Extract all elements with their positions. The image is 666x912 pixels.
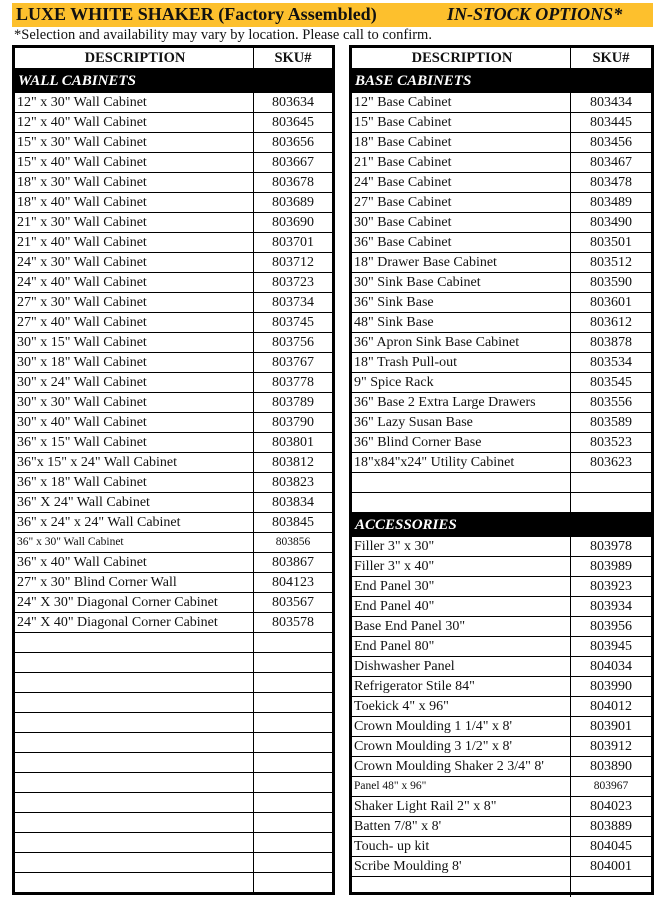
table-row <box>15 233 332 253</box>
item-description: 12" x 40" Wall Cabinet <box>15 113 254 132</box>
item-sku: 803523 <box>590 435 632 450</box>
empty-row <box>15 753 332 773</box>
item-sku: 803967 <box>593 780 629 792</box>
item-sku: 803845 <box>272 515 314 530</box>
column-header-row <box>15 48 332 69</box>
item-description: 21" x 30" Wall Cabinet <box>15 213 254 232</box>
item-sku: 803601 <box>590 295 632 310</box>
item-description: 36" Base 2 Extra Large Drawers <box>352 393 571 412</box>
empty-sku-cell <box>254 793 332 812</box>
empty-sku-cell <box>254 633 332 652</box>
column-header-description: DESCRIPTION <box>15 48 254 68</box>
item-sku: 803801 <box>272 435 314 450</box>
empty-row <box>15 813 332 833</box>
table-row <box>15 153 332 173</box>
empty-sku-cell <box>254 753 332 772</box>
empty-row <box>15 833 332 853</box>
table-row <box>352 677 651 697</box>
item-description: Batten 7/8" x 8' <box>352 817 571 836</box>
item-sku: 803934 <box>590 599 632 614</box>
table-row <box>352 393 651 413</box>
table-row <box>15 113 332 133</box>
table-row <box>15 373 332 393</box>
item-description: Toekick 4" x 96" <box>352 697 571 716</box>
table-row <box>15 273 332 293</box>
table-row <box>352 193 651 213</box>
item-description: 24" X 30" Diagonal Corner Cabinet <box>15 593 254 612</box>
item-sku: 803989 <box>590 559 632 574</box>
item-description: 36" x 15" Wall Cabinet <box>15 433 254 452</box>
table-row <box>352 173 651 193</box>
item-description: 9" Spice Rack <box>352 373 571 392</box>
item-description: 18" x 30" Wall Cabinet <box>15 173 254 192</box>
empty-description-cell <box>15 653 254 672</box>
table-row <box>15 533 332 553</box>
table-row <box>352 313 651 333</box>
item-sku: 803734 <box>272 295 314 310</box>
item-sku: 803945 <box>590 639 632 654</box>
empty-description-cell <box>15 733 254 752</box>
item-sku: 803690 <box>272 215 314 230</box>
empty-row <box>15 633 332 653</box>
item-description: 36" Blind Corner Base <box>352 433 571 452</box>
empty-sku-cell <box>254 813 332 832</box>
item-description: 36" Lazy Susan Base <box>352 413 571 432</box>
item-sku: 803467 <box>590 155 632 170</box>
empty-description-cell <box>15 633 254 652</box>
table-row <box>352 133 651 153</box>
item-description: 30" x 15" Wall Cabinet <box>15 333 254 352</box>
item-description: 30" Sink Base Cabinet <box>352 273 571 292</box>
availability-note: *Selection and availability may vary by location. Please call to confirm. <box>14 27 432 43</box>
table-row <box>15 453 332 473</box>
item-sku: 803834 <box>272 495 314 510</box>
empty-row <box>15 673 332 693</box>
item-sku: 803867 <box>272 555 314 570</box>
table-row <box>15 573 332 593</box>
item-description: Touch- up kit <box>352 837 571 856</box>
table-row <box>352 797 651 817</box>
item-description: 36" x 30" Wall Cabinet <box>15 533 254 552</box>
item-sku: 803667 <box>272 155 314 170</box>
item-description: Scribe Moulding 8' <box>352 857 571 876</box>
item-sku: 803778 <box>272 375 314 390</box>
table-row <box>15 433 332 453</box>
item-sku: 803512 <box>590 255 632 270</box>
empty-row <box>15 693 332 713</box>
table-row <box>352 453 651 473</box>
table-row <box>15 413 332 433</box>
item-description: 27" Base Cabinet <box>352 193 571 212</box>
empty-row <box>15 793 332 813</box>
item-sku: 803490 <box>590 215 632 230</box>
item-description: 36" x 40" Wall Cabinet <box>15 553 254 572</box>
item-description: 24" x 30" Wall Cabinet <box>15 253 254 272</box>
table-row <box>352 717 651 737</box>
item-sku: 803790 <box>272 415 314 430</box>
title-bar <box>12 3 653 27</box>
item-description: Crown Moulding Shaker 2 3/4" 8' <box>352 757 571 776</box>
empty-description-cell <box>15 693 254 712</box>
item-description: 18" Trash Pull-out <box>352 353 571 372</box>
item-description: 24" x 40" Wall Cabinet <box>15 273 254 292</box>
item-sku: 803923 <box>590 579 632 594</box>
table-row <box>352 757 651 777</box>
item-sku: 804034 <box>590 659 632 674</box>
item-sku: 803678 <box>272 175 314 190</box>
table-row <box>15 333 332 353</box>
empty-row <box>15 873 332 893</box>
table-row <box>352 93 651 113</box>
table-row <box>352 837 651 857</box>
empty-row <box>15 853 332 873</box>
item-description: 30" x 24" Wall Cabinet <box>15 373 254 392</box>
empty-sku-cell <box>254 713 332 732</box>
item-sku: 804023 <box>590 799 632 814</box>
item-description: 24" X 40" Diagonal Corner Cabinet <box>15 613 254 632</box>
item-sku: 803645 <box>272 115 314 130</box>
item-description: 12" Base Cabinet <box>352 93 571 112</box>
table-row <box>15 213 332 233</box>
table-row <box>352 333 651 353</box>
empty-row <box>15 713 332 733</box>
table-row <box>352 737 651 757</box>
item-description: Filler 3" x 30" <box>352 537 571 556</box>
table-row <box>352 153 651 173</box>
item-description: 21" Base Cabinet <box>352 153 571 172</box>
item-sku: 803723 <box>272 275 314 290</box>
item-sku: 803990 <box>590 679 632 694</box>
item-description: 18"x84"x24" Utility Cabinet <box>352 453 571 472</box>
item-description: 24" Base Cabinet <box>352 173 571 192</box>
column-header-row <box>352 48 651 69</box>
table-row <box>15 353 332 373</box>
empty-description-cell <box>352 877 571 897</box>
item-sku: 803978 <box>590 539 632 554</box>
empty-description-cell <box>15 773 254 792</box>
table-row <box>352 857 651 877</box>
column-header-description: DESCRIPTION <box>352 48 571 68</box>
table-row <box>15 313 332 333</box>
item-description: 36"x 15" x 24" Wall Cabinet <box>15 453 254 472</box>
item-description: 36" Base Cabinet <box>352 233 571 252</box>
item-sku: 803623 <box>590 455 632 470</box>
page-title: LUXE WHITE SHAKER (Factory Assembled) <box>16 4 377 24</box>
table-row <box>352 637 651 657</box>
item-description: Panel 48" x 96" <box>352 777 571 796</box>
item-sku: 803556 <box>590 395 632 410</box>
item-description: 30" x 40" Wall Cabinet <box>15 413 254 432</box>
item-sku: 803856 <box>275 536 311 548</box>
item-sku: 803578 <box>272 615 314 630</box>
item-description: Dishwasher Panel <box>352 657 571 676</box>
item-sku: 803823 <box>272 475 314 490</box>
item-sku: 803478 <box>590 175 632 190</box>
item-sku: 803656 <box>272 135 314 150</box>
item-description: 30" x 30" Wall Cabinet <box>15 393 254 412</box>
table-row <box>352 537 651 557</box>
table-row <box>15 473 332 493</box>
item-description: 27" x 40" Wall Cabinet <box>15 313 254 332</box>
item-description: 27" x 30" Wall Cabinet <box>15 293 254 312</box>
empty-description-cell <box>15 813 254 832</box>
table-row <box>352 617 651 637</box>
item-description: 21" x 40" Wall Cabinet <box>15 233 254 252</box>
item-description: Shaker Light Rail 2" x 8" <box>352 797 571 816</box>
item-sku: 803912 <box>590 739 632 754</box>
empty-row <box>352 473 651 493</box>
empty-row <box>15 773 332 793</box>
item-sku: 803745 <box>272 315 314 330</box>
empty-sku-cell <box>571 473 651 492</box>
page-subtitle: IN-STOCK OPTIONS* <box>447 4 623 24</box>
item-sku: 803767 <box>272 355 314 370</box>
item-description: 36" x 24" x 24" Wall Cabinet <box>15 513 254 532</box>
empty-sku-cell <box>254 653 332 672</box>
item-sku: 803901 <box>590 719 632 734</box>
item-sku: 803789 <box>272 395 314 410</box>
empty-sku-cell <box>571 493 651 512</box>
empty-row <box>15 653 332 673</box>
table-row <box>352 353 651 373</box>
item-description: 36" Apron Sink Base Cabinet <box>352 333 571 352</box>
empty-description-cell <box>15 873 254 893</box>
table-row <box>15 493 332 513</box>
item-description: 18" Drawer Base Cabinet <box>352 253 571 272</box>
table-row <box>352 293 651 313</box>
item-description: 27" x 30" Blind Corner Wall <box>15 573 254 592</box>
item-sku: 804001 <box>590 859 632 874</box>
base-and-accessories-table <box>349 45 654 895</box>
item-description: End Panel 30" <box>352 577 571 596</box>
item-sku: 803590 <box>590 275 632 290</box>
empty-sku-cell <box>571 877 651 897</box>
empty-row <box>352 877 651 897</box>
item-description: 36" Sink Base <box>352 293 571 312</box>
item-sku: 803489 <box>590 195 632 210</box>
table-row <box>15 173 332 193</box>
item-description: Refrigerator Stile 84" <box>352 677 571 696</box>
table-row <box>352 577 651 597</box>
empty-description-cell <box>15 753 254 772</box>
item-sku: 803612 <box>590 315 632 330</box>
table-row <box>352 413 651 433</box>
table-row <box>15 93 332 113</box>
item-description: Base End Panel 30" <box>352 617 571 636</box>
empty-description-cell <box>15 713 254 732</box>
item-description: 18" Base Cabinet <box>352 133 571 152</box>
table-row <box>15 193 332 213</box>
item-sku: 803501 <box>590 235 632 250</box>
item-sku: 803701 <box>272 235 314 250</box>
item-description: 48" Sink Base <box>352 313 571 332</box>
empty-description-cell <box>15 853 254 872</box>
item-description: 15" x 40" Wall Cabinet <box>15 153 254 172</box>
table-row <box>15 513 332 533</box>
section-accessories <box>352 513 651 537</box>
item-sku: 803434 <box>590 95 632 110</box>
empty-row <box>352 493 651 513</box>
item-description: 30" x 18" Wall Cabinet <box>15 353 254 372</box>
empty-sku-cell <box>254 853 332 872</box>
item-sku: 803545 <box>590 375 632 390</box>
column-header-sku: SKU# <box>274 50 312 66</box>
table-row <box>352 233 651 253</box>
item-description: 36" x 18" Wall Cabinet <box>15 473 254 492</box>
item-sku: 803756 <box>272 335 314 350</box>
item-sku: 803890 <box>590 759 632 774</box>
item-sku: 803689 <box>272 195 314 210</box>
table-row <box>352 373 651 393</box>
table-row <box>352 597 651 617</box>
item-sku: 804012 <box>590 699 632 714</box>
item-sku: 803567 <box>272 595 314 610</box>
item-sku: 803712 <box>272 255 314 270</box>
item-sku: 803878 <box>590 335 632 350</box>
item-description: 12" x 30" Wall Cabinet <box>15 93 254 112</box>
section-wall-cabinets <box>15 69 332 93</box>
item-description: 30" Base Cabinet <box>352 213 571 232</box>
section-title: BASE CABINETS <box>355 73 472 89</box>
table-row <box>15 613 332 633</box>
table-row <box>352 557 651 577</box>
item-description: End Panel 40" <box>352 597 571 616</box>
table-row <box>352 657 651 677</box>
item-description: 36" X 24" Wall Cabinet <box>15 493 254 512</box>
empty-description-cell <box>352 493 571 512</box>
table-row <box>15 133 332 153</box>
empty-sku-cell <box>254 673 332 692</box>
item-sku: 803956 <box>590 619 632 634</box>
column-header-sku: SKU# <box>592 50 630 66</box>
empty-description-cell <box>15 673 254 692</box>
empty-description-cell <box>15 793 254 812</box>
item-sku: 803812 <box>272 455 314 470</box>
empty-description-cell <box>352 473 571 492</box>
table-row <box>352 273 651 293</box>
table-row <box>352 253 651 273</box>
item-description: Crown Moulding 1 1/4" x 8' <box>352 717 571 736</box>
item-sku: 803534 <box>590 355 632 370</box>
table-row <box>15 253 332 273</box>
item-sku: 803445 <box>590 115 632 130</box>
table-row <box>15 293 332 313</box>
item-description: 18" x 40" Wall Cabinet <box>15 193 254 212</box>
wall-cabinets-table <box>12 45 335 895</box>
item-sku: 803889 <box>590 819 632 834</box>
table-row <box>15 553 332 573</box>
item-description: Crown Moulding 3 1/2" x 8' <box>352 737 571 756</box>
table-row <box>352 213 651 233</box>
empty-sku-cell <box>254 833 332 852</box>
section-title: WALL CABINETS <box>18 73 136 89</box>
item-sku: 803456 <box>590 135 632 150</box>
section-base-cabinets <box>352 69 651 93</box>
empty-row <box>15 733 332 753</box>
item-description: End Panel 80" <box>352 637 571 656</box>
item-description: 15" Base Cabinet <box>352 113 571 132</box>
empty-sku-cell <box>254 773 332 792</box>
empty-sku-cell <box>254 733 332 752</box>
table-row <box>352 433 651 453</box>
section-title: ACCESSORIES <box>355 517 457 533</box>
item-sku: 804045 <box>590 839 632 854</box>
table-row <box>352 113 651 133</box>
item-description: 15" x 30" Wall Cabinet <box>15 133 254 152</box>
item-description: Filler 3" x 40" <box>352 557 571 576</box>
table-row <box>15 593 332 613</box>
table-row <box>352 697 651 717</box>
empty-description-cell <box>15 833 254 852</box>
item-sku: 804123 <box>272 575 314 590</box>
empty-sku-cell <box>254 873 332 893</box>
table-row <box>352 817 651 837</box>
item-sku: 803589 <box>590 415 632 430</box>
table-row <box>352 777 651 797</box>
empty-sku-cell <box>254 693 332 712</box>
table-row <box>15 393 332 413</box>
item-sku: 803634 <box>272 95 314 110</box>
